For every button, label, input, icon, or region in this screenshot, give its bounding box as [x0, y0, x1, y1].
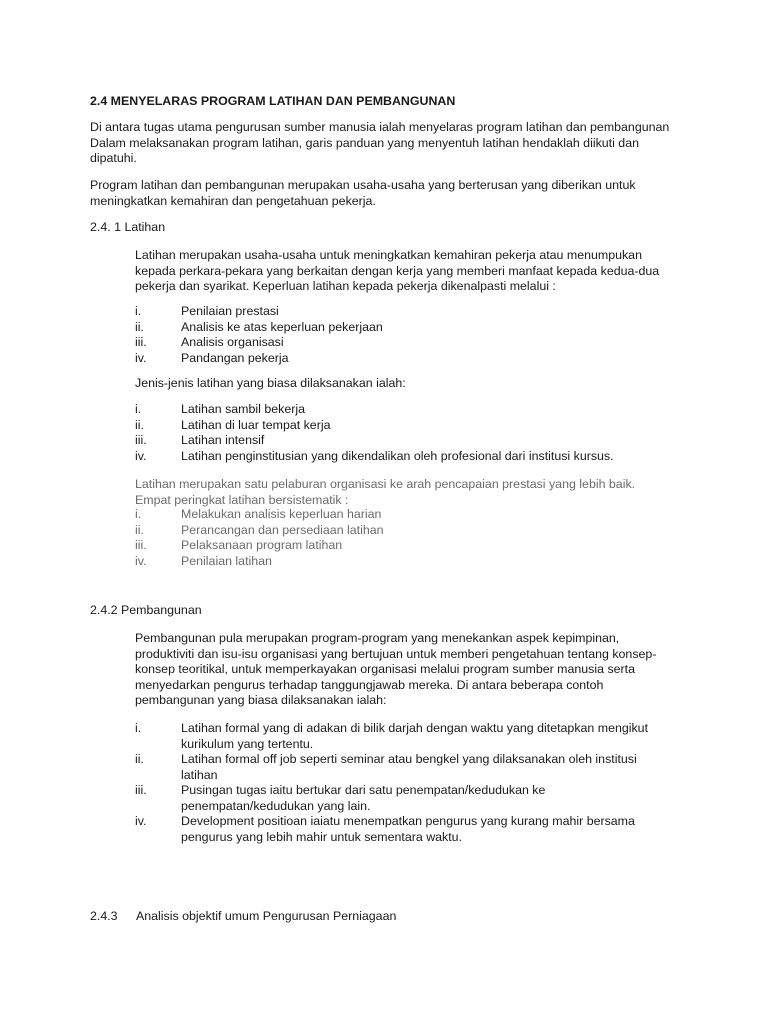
- text-line: Program latihan dan pembangunan merupakan usaha-usaha yang berterusan yang diberikan untuk: [90, 178, 636, 192]
- pembangunan-paragraph: [135, 631, 695, 709]
- list-item: [135, 304, 695, 320]
- keperluan-latihan-list: [135, 304, 695, 366]
- list-number: i.: [135, 304, 142, 318]
- latihan-pelaburan-paragraph: [135, 477, 695, 508]
- list-number: ii.: [135, 417, 144, 432]
- list-item: [135, 783, 695, 814]
- list-item: [135, 814, 695, 845]
- list-text-line: latihan: [181, 767, 218, 782]
- list-text: Pelaksanaan program latihan: [181, 538, 343, 552]
- list-item: [135, 554, 695, 570]
- text-line: pekerja dan syarikat. Keperluan latihan kepada pekerja dikenalpasti melalui :: [135, 279, 556, 293]
- list-text: Latihan penginstitusian yang dikendalikan oleh profesional dari institusi kursus.: [181, 448, 614, 463]
- text-line: menyedarkan pengurus terhadap tanggungjawab mereka. Di antara beberapa contoh: [135, 677, 604, 692]
- list-text: Penilaian latihan: [181, 553, 272, 568]
- text-line: Latihan merupakan usaha-usaha untuk meningkatkan kemahiran pekerja atau menumpukan: [135, 248, 642, 262]
- list-text: Perancangan dan persediaan latihan: [181, 522, 384, 537]
- list-item: [135, 538, 695, 554]
- subsection-title-latihan: 2.4. 1 Latihan: [90, 220, 166, 234]
- list-number: ii.: [135, 752, 144, 766]
- list-text: Pandangan pekerja: [181, 350, 289, 365]
- list-number: i.: [135, 507, 142, 521]
- list-item: [135, 433, 695, 449]
- peringkat-latihan-list: [135, 507, 695, 569]
- list-text-line: Development positioan iaiatu menempatkan pengurus yang kurang mahir bersama: [181, 814, 635, 828]
- contoh-pembangunan-list: [135, 721, 695, 845]
- list-number: iii.: [135, 335, 147, 349]
- list-text-line: Latihan formal yang di adakan di bilik darjah dengan waktu yang ditetapkan mengikut: [181, 721, 649, 735]
- list-number: i.: [135, 721, 142, 735]
- list-text-line: pengurus yang lebih mahir untuk sementara waktu.: [181, 829, 463, 844]
- subsection-title-analisis: [90, 909, 690, 925]
- list-number: ii.: [135, 522, 144, 537]
- list-item: [135, 721, 695, 752]
- list-number: i.: [135, 402, 142, 416]
- text-line: pembangunan yang biasa dilaksanakan ialah:: [135, 693, 387, 707]
- list-number: iii.: [135, 538, 147, 552]
- jenis-latihan-list: [135, 402, 695, 464]
- list-item: [135, 418, 695, 434]
- latihan-paragraph: [135, 248, 695, 295]
- list-item: [135, 402, 695, 418]
- text-line: Latihan merupakan satu pelaburan organisasi ke arah pencapaian prestasi yang lebih baik.: [135, 477, 636, 491]
- text-line: Pembangunan pula merupakan program-program yang menekankan aspek kepimpinan,: [135, 631, 620, 645]
- list-text-line: Pusingan tugas iaitu bertukar dari satu penempatan/kedudukan ke: [181, 783, 546, 797]
- list-number: ii.: [135, 319, 144, 334]
- list-item: [135, 449, 695, 465]
- intro-paragraph-1: [90, 120, 690, 167]
- list-text-line: penempatan/kedudukan yang lain.: [181, 798, 371, 813]
- list-text-line: Latihan formal off job seperti seminar atau bengkel yang dilaksanakan oleh institusi: [181, 752, 637, 766]
- list-item: [135, 507, 695, 523]
- list-number: iv.: [135, 814, 147, 828]
- list-item: [135, 752, 695, 783]
- list-number: iii.: [135, 783, 147, 797]
- section-title-text: Analisis objektif umum Pengurusan Perniagaan: [136, 909, 397, 923]
- list-number: iv.: [135, 448, 147, 463]
- text-line: konsep teoritikal, untuk memperkayakan organisasi melalui program sumber manusia serta: [135, 662, 635, 676]
- subsection-title-pembangunan: 2.4.2 Pembangunan: [90, 603, 202, 617]
- list-text: Penilaian prestasi: [181, 304, 279, 318]
- text-line: Dalam melaksanakan program latihan, garis panduan yang menyentuh latihan hendaklah diikuti dan: [90, 135, 639, 150]
- list-item: [135, 351, 695, 367]
- text-line: dipatuhi.: [90, 151, 137, 165]
- text-line: Di antara tugas utama pengurusan sumber manusia ialah menyelaras program latihan dan pembangunan: [90, 120, 670, 134]
- jenis-latihan-intro: Jenis-jenis latihan yang biasa dilaksanakan ialah:: [135, 376, 406, 390]
- text-line: meningkatkan kemahiran dan pengetahuan pekerja.: [90, 193, 376, 208]
- text-line: Empat peringkat latihan bersistematik :: [135, 492, 349, 507]
- list-text: Latihan di luar tempat kerja: [181, 417, 331, 432]
- text-line: kepada perkara-pekara yang berkaitan dengan kerja yang memberi manfaat kepada kedua-dua: [135, 263, 660, 278]
- list-item: [135, 335, 695, 351]
- list-number: iii.: [135, 433, 147, 447]
- list-text: Melakukan analisis keperluan harian: [181, 507, 382, 521]
- text-line: produktiviti dan isu-isu organisasi yang bertujuan untuk memberi pengetahuan tentang konsep-: [135, 646, 657, 661]
- list-text-line: kurikulum yang tertentu.: [181, 736, 314, 751]
- list-text: Analisis organisasi: [181, 335, 284, 349]
- section-number: 2.4.3: [90, 909, 118, 923]
- list-number: iv.: [135, 553, 147, 568]
- list-item: [135, 523, 695, 539]
- section-heading: 2.4 MENYELARAS PROGRAM LATIHAN DAN PEMBANGUNAN: [90, 94, 456, 108]
- list-item: [135, 320, 695, 336]
- list-text: Analisis ke atas keperluan pekerjaan: [181, 319, 383, 334]
- list-text: Latihan sambil bekerja: [181, 402, 305, 416]
- intro-paragraph-2: [90, 178, 690, 209]
- list-text: Latihan intensif: [181, 433, 265, 447]
- list-number: iv.: [135, 350, 147, 365]
